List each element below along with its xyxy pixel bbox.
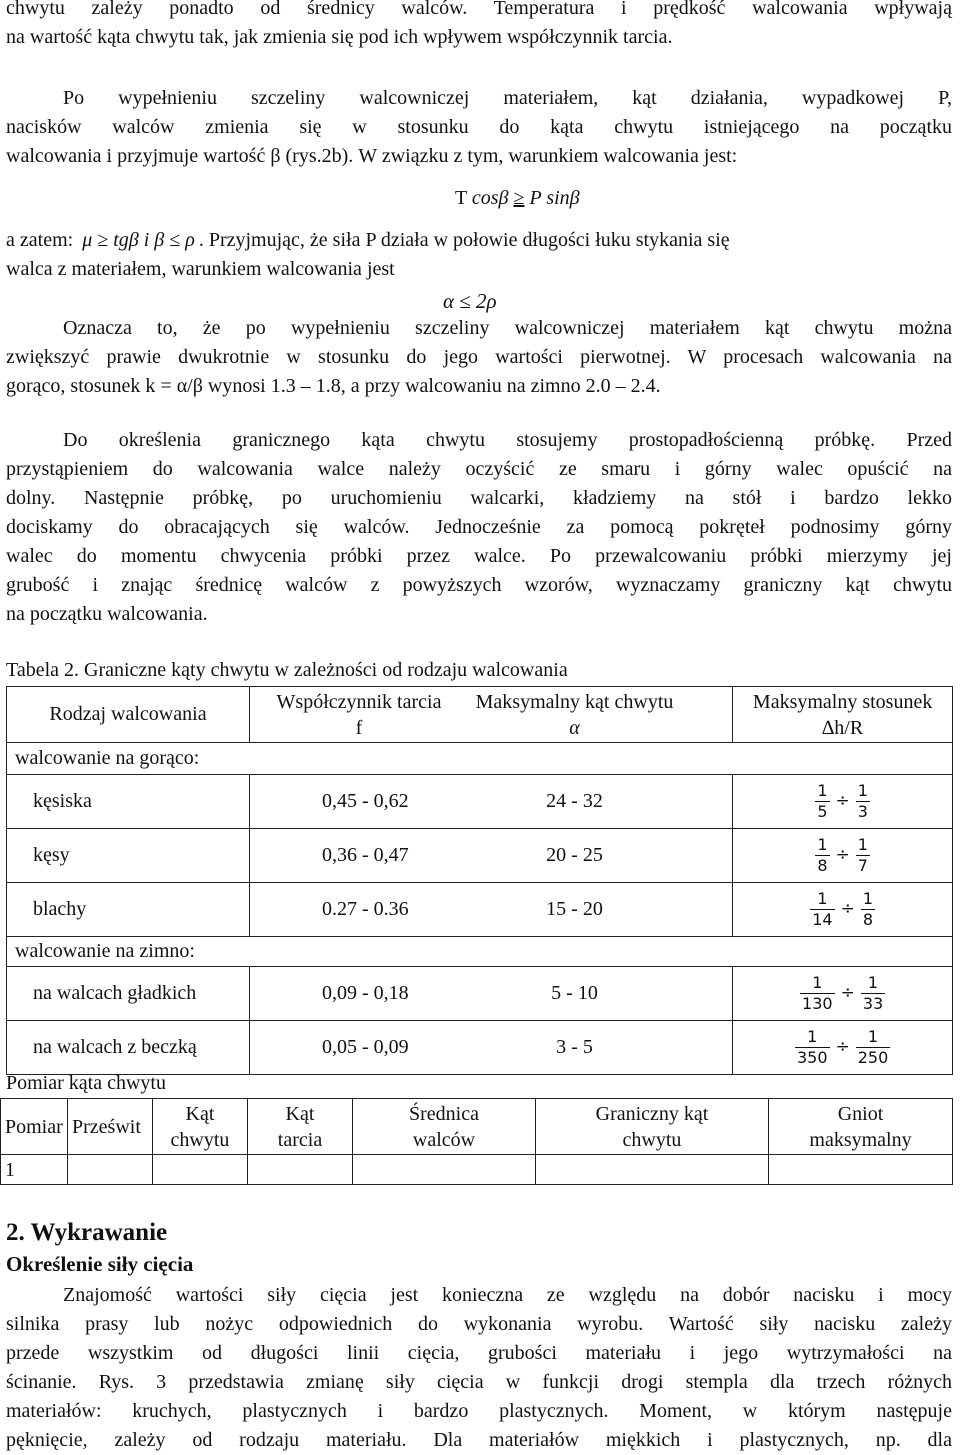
section-label: walcowanie na zimno: <box>7 937 953 967</box>
cell-value: 20 - 25 <box>546 844 603 866</box>
header-symbol: α <box>569 716 580 739</box>
table-section-row <box>7 937 953 967</box>
table-cell <box>68 1155 153 1185</box>
section-label: walcowanie na gorąco: <box>7 743 953 775</box>
text-line: grubość i znając średnicę walców z powyższych wzorów, wyznaczamy graniczny kąt chwytu <box>6 574 952 596</box>
frac-den: 8 <box>817 856 828 875</box>
cell-value: 5 - 10 <box>551 982 598 1004</box>
header-symbol: f <box>355 716 363 739</box>
frac-den: 14 <box>812 910 833 929</box>
paragraph-angle <box>6 84 952 171</box>
frac-den: 5 <box>817 802 828 821</box>
header-symbol: ∆h/R <box>822 716 864 739</box>
measurement-caption: Pomiar kąta chwytu <box>6 1072 166 1094</box>
table-cell <box>248 1155 353 1185</box>
frac-num: 1 <box>817 781 828 800</box>
text-line <box>6 226 952 255</box>
header-text: Kąt <box>185 1102 215 1125</box>
table-cell <box>536 1155 769 1185</box>
paragraph-procedure <box>6 426 952 629</box>
table-cell: na walcach z beczką <box>7 1021 250 1075</box>
text-line: na wartość kąta chwytu tak, jak zmienia się pod ich wpływem współczynnik tarcia. <box>6 26 673 48</box>
text-line: Do określenia granicznego kąta chwytu stosujemy prostopadłościenną próbkę. Przed <box>63 429 952 451</box>
table-cell <box>153 1155 248 1185</box>
header-text: Współczynnik tarcia <box>276 690 442 713</box>
table-row <box>7 967 953 1021</box>
frac-num: 1 <box>800 973 835 994</box>
frac-num: 1 <box>810 889 834 910</box>
table-cell <box>250 967 733 1021</box>
table-row <box>7 775 953 829</box>
table-section-row <box>7 743 953 775</box>
intro-paragraph <box>6 0 952 52</box>
section-heading: 2. Wykrawanie <box>6 1219 168 1246</box>
table-cell: $\frac{1}{14}$ ÷ $\frac{1}{8}$ <box>733 883 953 937</box>
text-line: zwiększyć prawie dwukrotnie w stosunku do jego wartości pierwotnej. W procesach walcowania na <box>6 346 952 368</box>
table-cell: 1 <box>1 1155 68 1185</box>
table-cell: $\frac{1}{350}$ ÷ $\frac{1}{250}$ <box>733 1021 953 1075</box>
table-cell: kęsy <box>7 829 250 883</box>
paragraph-oznacza <box>6 314 952 401</box>
table-header-cell <box>248 1099 353 1155</box>
formula-cos: cosβ <box>471 187 509 209</box>
cell-value: 0,36 - 0,47 <box>322 844 409 866</box>
text-line: pęknięcie, zależy od rodzaju materiału. Dla materiałów miękkich i plastycznych, np. dla <box>6 1429 952 1451</box>
text-line: gorąco, stosunek k = α/β wynosi 1.3 – 1.8, a przy walcowaniu na zimno 2.0 – 2.4. <box>6 375 661 397</box>
table-cell: kęsiska <box>7 775 250 829</box>
text-line: walec do momentu chwycenia próbki przez walce. Po przewalcowaniu próbki mierzymy jej <box>6 545 952 567</box>
frac-den: 3 <box>857 802 868 821</box>
formula-geq: ≥ <box>513 187 525 209</box>
header-text: Maksymalny stosunek <box>752 690 933 713</box>
text-line <box>6 142 952 171</box>
formula-t: T <box>455 187 467 209</box>
text-line: Znajomość wartości siły cięcia jest konieczna ze względu na dobór nacisku i mocy <box>63 1284 952 1306</box>
frac-num: 1 <box>795 1027 830 1048</box>
text-line: silnika prasy lub nożyc odpowiednich do wykonania wyrobu. Wartość siły nacisku zależy <box>6 1313 952 1335</box>
frac-den: 250 <box>857 1048 889 1067</box>
table-cell: blachy <box>7 883 250 937</box>
cell-value: 0,45 - 0,62 <box>322 790 409 812</box>
table-row <box>7 1021 953 1075</box>
table-cell: $\frac{1}{5}$ ÷ $\frac{1}{3}$ <box>733 775 953 829</box>
text-line: walca z materiałem, warunkiem walcowania jest <box>6 258 395 280</box>
frac-den: 7 <box>857 856 868 875</box>
text-line: dolny. Następnie próbkę, po uruchomieniu walcarki, kładziemy na stół i bardzo lekko <box>6 487 952 509</box>
frac-den: 8 <box>862 910 874 929</box>
text-line: przystąpieniem do walcowania walce należy oczyścić ze smaru i górny walec opuścić na <box>6 458 952 480</box>
header-text: tarcia <box>277 1128 323 1151</box>
frac-num: 1 <box>857 835 868 854</box>
table-row <box>7 829 953 883</box>
frac-num: 1 <box>861 973 885 994</box>
formula-condition <box>455 184 580 213</box>
table-header-cell <box>353 1099 536 1155</box>
frac-num: 1 <box>862 889 874 908</box>
table-measurement <box>0 1098 953 1185</box>
table-header-cell: Prześwit <box>68 1099 153 1155</box>
table-header-row <box>1 1099 953 1155</box>
table-cell: $\frac{1}{8}$ ÷ $\frac{1}{7}$ <box>733 829 953 883</box>
text-line: dociskamy do obracających się walców. Jednocześnie za pomocą pokręteł podnosimy górny <box>6 516 952 538</box>
table-angles <box>6 686 953 1075</box>
text-line: chwytu zależy ponadto od średnicy walców. Temperatura i prędkość walcowania wpływają <box>6 0 952 19</box>
text-line: materiałów: kruchych, plastycznych i bardzo plastycznych. Moment, w którym następuje <box>6 1400 952 1422</box>
frac-num: 1 <box>857 781 868 800</box>
text-line: przede wszystkim od długości linii cięcia, grubości materiału i jego wytrzymałości na <box>6 1342 952 1364</box>
cell-value: 15 - 20 <box>546 898 603 920</box>
header-text: walców <box>412 1128 476 1151</box>
table-header-cell <box>733 687 953 743</box>
text-segment: a zatem: <box>6 229 74 251</box>
table-row <box>1 1155 953 1185</box>
text-line: Oznacza to, że po wypełnieniu szczeliny walcowniczej materiałem kąt chwytu można <box>63 317 952 339</box>
text-line: Po wypełnieniu szczeliny walcowniczej materiałem, kąt działania, wypadkowej P, <box>63 87 952 109</box>
text-line: na początku walcowania. <box>6 603 208 625</box>
table-header-cell <box>153 1099 248 1155</box>
header-text: Gniot <box>837 1102 884 1125</box>
subsection-heading: Określenie siły cięcia <box>6 1252 194 1276</box>
table-header-cell <box>250 687 733 743</box>
cell-value: 24 - 32 <box>546 790 603 812</box>
table-cell: $\frac{1}{130}$ ÷ $\frac{1}{33}$ <box>733 967 953 1021</box>
formula-alpha: α ≤ 2ρ <box>443 289 497 313</box>
table-cell <box>353 1155 536 1185</box>
table-cell <box>250 1021 733 1075</box>
table-header-cell: Pomiar <box>1 1099 68 1155</box>
paragraph-cutting-force <box>6 1281 952 1455</box>
frac-den: 33 <box>862 994 884 1013</box>
table-caption: Tabela 2. Graniczne kąty chwytu w zależności od rodzaju walcowania <box>6 659 568 681</box>
frac-num: 1 <box>817 835 828 854</box>
cell-value: 0.27 - 0.36 <box>322 898 409 920</box>
text-line: nacisków walców zmienia się w stosunku do kąta chwytu istniejącego na początku <box>6 116 952 138</box>
table-cell <box>250 775 733 829</box>
text-segment: W związku z tym, warunkiem walcowania jest: <box>358 145 738 167</box>
frac-den: 350 <box>796 1048 828 1067</box>
header-text: Kąt <box>285 1102 315 1125</box>
table-cell <box>250 883 733 937</box>
header-text: Graniczny kąt <box>595 1102 709 1125</box>
cell-value: 0,05 - 0,09 <box>322 1036 409 1058</box>
header-text: chwytu <box>622 1128 682 1151</box>
formula-rhs: P sinβ <box>529 187 580 209</box>
table-row <box>7 883 953 937</box>
header-text: maksymalny <box>809 1128 912 1151</box>
header-text: chwytu <box>170 1128 230 1151</box>
frac-num: 1 <box>856 1027 891 1048</box>
header-text: Średnica <box>409 1102 479 1125</box>
table-cell <box>769 1155 953 1185</box>
table-header-cell <box>769 1099 953 1155</box>
table-header-cell <box>536 1099 769 1155</box>
frac-den: 130 <box>802 994 833 1013</box>
paragraph-zatem <box>6 226 952 284</box>
text-line: ścinanie. Rys. 3 przedstawia zmianę siły cięcia w funkcji drogi stempla dla trzech różnych <box>6 1371 952 1393</box>
text-segment: walcowania i przyjmuje wartość β (rys.2b). <box>6 145 359 167</box>
header-text: Maksymalny kąt chwytu <box>475 690 674 713</box>
cell-value: 0,09 - 0,18 <box>322 982 409 1004</box>
cell-value: 3 - 5 <box>556 1036 593 1058</box>
inline-formula: μ ≥ tgβ i β ≤ ρ <box>82 229 195 251</box>
table-cell: na walcach gładkich <box>7 967 250 1021</box>
table-header-cell: Rodzaj walcowania <box>7 687 250 743</box>
table-cell <box>250 829 733 883</box>
text-segment: . Przyjmując, że siła P działa w połowie długości łuku stykania się <box>198 229 730 251</box>
table-header-row <box>7 687 953 743</box>
